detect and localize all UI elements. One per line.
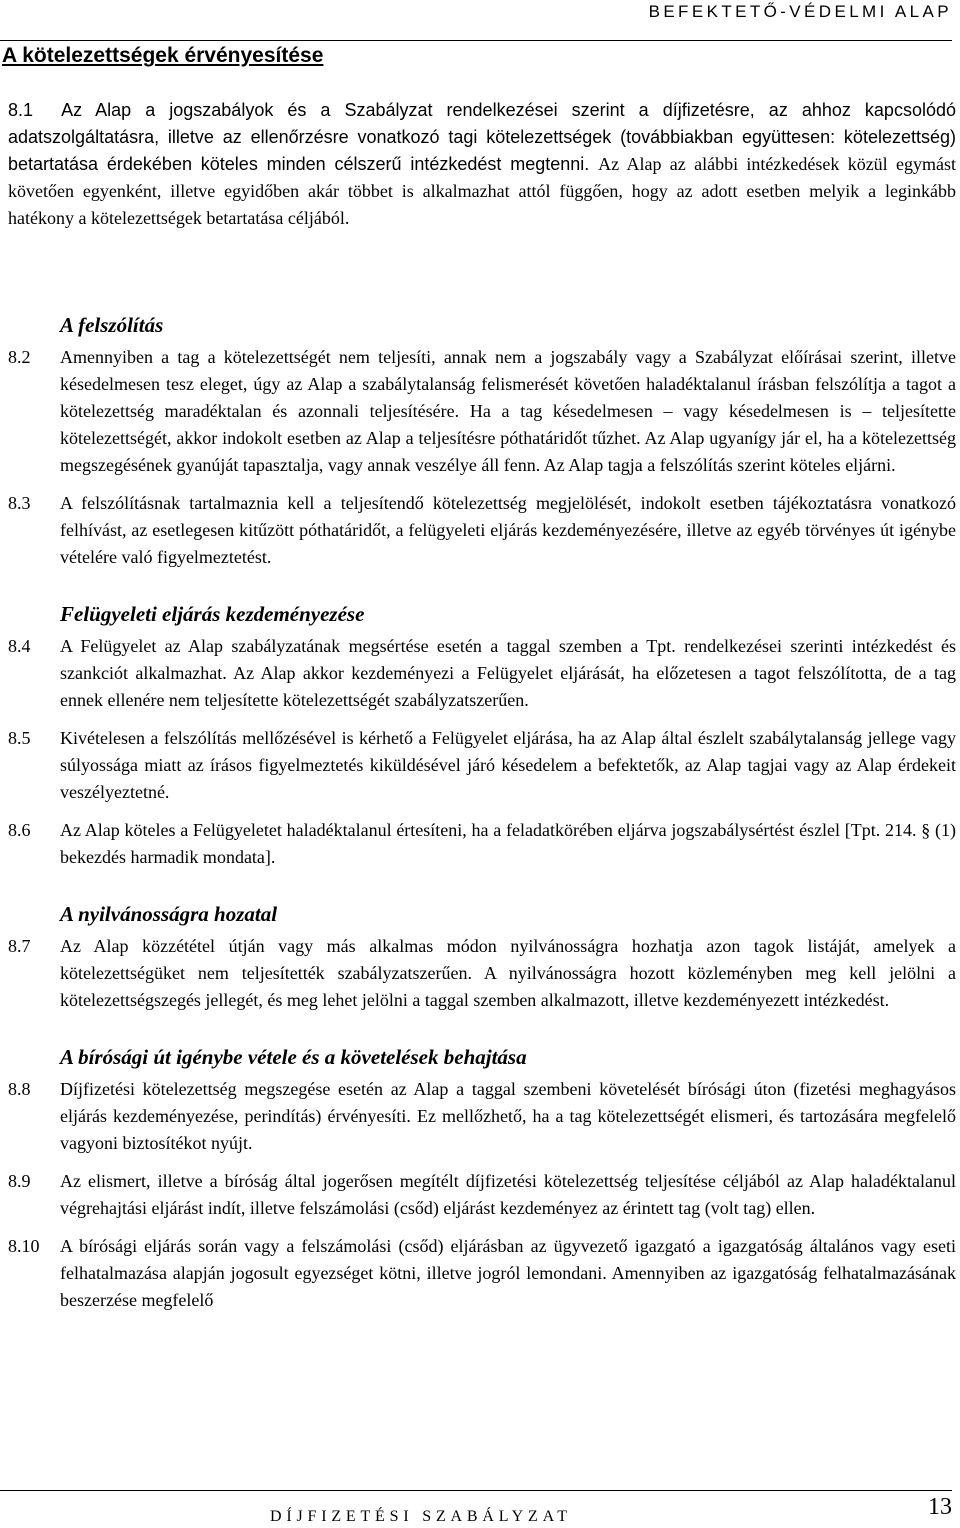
paragraph-text-serif: Az Alap az alábbi intézkedések közül egymást követően egyenként, illetve egyidőben akár többet is alkalmazhat attól függően, hogy az adott esetben melyik a leginkább hatékony a kötelezettségek betartatása céljából.: [8, 154, 956, 228]
paragraph-number: 8.10: [8, 1236, 40, 1256]
section-heading-birosagi-ut: A bírósági út igénybe vétele és a követelések behajtása: [60, 1045, 527, 1069]
paragraph-8-9: [8, 1168, 956, 1222]
paragraph-8-1: [8, 97, 956, 232]
paragraph-8-10: [8, 1233, 956, 1314]
paragraph-8-2: [8, 344, 956, 479]
paragraph-text: Kivételesen a felszólítás mellőzésével is kérhető a Felügyelet eljárása, ha az Alap által észlelt szabálytalanság jellege vagy súlyossága miatt az írásos figyelmeztetés kiküldésével járó késedelem a befektetők, az Alap tagjai vagy az Alap érdekeit veszélyeztetné.: [60, 728, 956, 802]
paragraph-number: 8.2: [8, 347, 31, 367]
running-header: BEFEKTETŐ-VÉDELMI ALAP: [648, 2, 952, 21]
paragraph-number: 8.4: [8, 636, 31, 656]
section-heading-felugyeleti-eljaras: Felügyeleti eljárás kezdeményezése: [60, 602, 365, 626]
document-body: [8, 312, 956, 1314]
paragraph-text-sans: Az Alap a jogszabályok és a Szabályzat rendelkezései szerint a díjfizetésre, az ahhoz kapcsolódó adatszolgáltatásra, illetve az ellenőrzésre vonatkozó tagi kötelezettségek (továbbiakban együttesen: kötelezettség) betartatása érdekében köteles minden célszerű intézkedést megtenni.: [8, 100, 956, 174]
paragraph-text: Az Alap közzététel útján vagy más alkalmas módon nyilvánosságra hozhatja azon tagok listáját, amelyek a kötelezettségüket nem teljesítették szabályzatszerűen. A nyilvánosságra hozott közleményben meg kell jelölni a kötelezettségszegés jellegét, és meg lehet jelölni a taggal szemben alkalmazott, illetve kezdeményezett intézkedést.: [60, 936, 956, 1010]
paragraph-number: 8.6: [8, 820, 31, 840]
paragraph-text: A felszólításnak tartalmaznia kell a teljesítendő kötelezettség megjelölését, indokolt esetben tájékoztatásra vonatkozó felhívást, az esetlegesen kitűzött póthatáridőt, a felügyeleti eljárás kezdeményezésére, illetve az egyéb törvényes út igénybe vételére való figyelmeztetést.: [60, 493, 956, 567]
section-heading-felszolitas: A felszólítás: [60, 313, 164, 337]
paragraph-number: 8.5: [8, 728, 31, 748]
paragraph-number: 8.1: [8, 100, 34, 120]
paragraph-text: A bírósági eljárás során vagy a felszámolási (csőd) eljárásban az ügyvezető igazgató a igazgatóság általános vagy eseti felhatalmazása alapján jogosult egyezséget kötni, illetve jogról lemondani. Amennyiben az igazgatóság felhatalmazásának beszerzése megfelelő: [60, 1236, 956, 1310]
paragraph-number: 8.9: [8, 1171, 31, 1191]
header-rule: [0, 40, 952, 41]
paragraph-number: 8.7: [8, 936, 31, 956]
paragraph-8-5: [8, 725, 956, 806]
paragraph-8-3: [8, 490, 956, 571]
paragraph-number: 8.8: [8, 1079, 31, 1099]
paragraph-text: Az elismert, illetve a bíróság által jogerősen megítélt díjfizetési kötelezettség teljesítése céljából az Alap haladéktalanul végrehajtási eljárást indít, illetve felszámolási (csőd) eljárást kezdeményez az érintett tag (volt tag) ellen.: [60, 1171, 956, 1218]
chapter-title: A kötelezettségek érvényesítése: [2, 44, 324, 67]
footer-rule: [0, 1490, 952, 1491]
page-number: 13: [928, 1494, 952, 1520]
paragraph-text: Az Alap köteles a Felügyeletet haladéktalanul értesíteni, ha a feladatkörében eljárva jogszabálysértést észlel [Tpt. 214. § (1) bekezdés harmadik mondata].: [60, 820, 956, 867]
paragraph-number: 8.3: [8, 493, 31, 513]
paragraph-text: A Felügyelet az Alap szabályzatának megsértése esetén a taggal szemben a Tpt. rendelkezései szerinti intézkedést és szankciót alkalmazhat. Az Alap akkor kezdeményezi a Felügyelet eljárását, ha előzetesen a tagot felszólította, de a tag ennek ellenére nem teljesítette kötelezettségét szabályzatszerűen.: [60, 636, 956, 710]
paragraph-text: Amennyiben a tag a kötelezettségét nem teljesíti, annak nem a jogszabály vagy a Szabályzat előírásai szerint, illetve késedelmesen tesz eleget, úgy az Alap a szabálytalanság felismerését követően haladéktalanul írásban felszólítja a tagot a kötelezettség maradéktalan és azonnali teljesítésére. Ha a tag késedelmesen – vagy késedelmesen is – teljesítette kötelezettségét, akkor indokolt esetben az Alap a teljesítésre póthatáridőt tűzhet. Az Alap ugyanígy jár el, ha a kötelezettség megszegésének gyanúját tapasztalja, vagy annak veszélye áll fenn. Az Alap tagja a felszólítás szerint köteles eljárni.: [60, 347, 956, 475]
paragraph-8-4: [8, 633, 956, 714]
running-footer: DÍJFIZETÉSI SZABÁLYZAT: [270, 1508, 572, 1525]
paragraph-8-7: [8, 933, 956, 1014]
paragraph-8-8: [8, 1076, 956, 1157]
section-heading-nyilvanossag: A nyilvánosságra hozatal: [60, 902, 278, 926]
paragraph-text: Díjfizetési kötelezettség megszegése esetén az Alap a taggal szembeni követelését bírósági úton (fizetési meghagyásos eljárás kezdeményezése, perindítás) érvényesíti. Ez mellőzhető, ha a tag kötelezettségét elismeri, és tartozására megfelelő vagyoni biztosítékot nyújt.: [60, 1079, 956, 1153]
paragraph-8-6: [8, 817, 956, 871]
